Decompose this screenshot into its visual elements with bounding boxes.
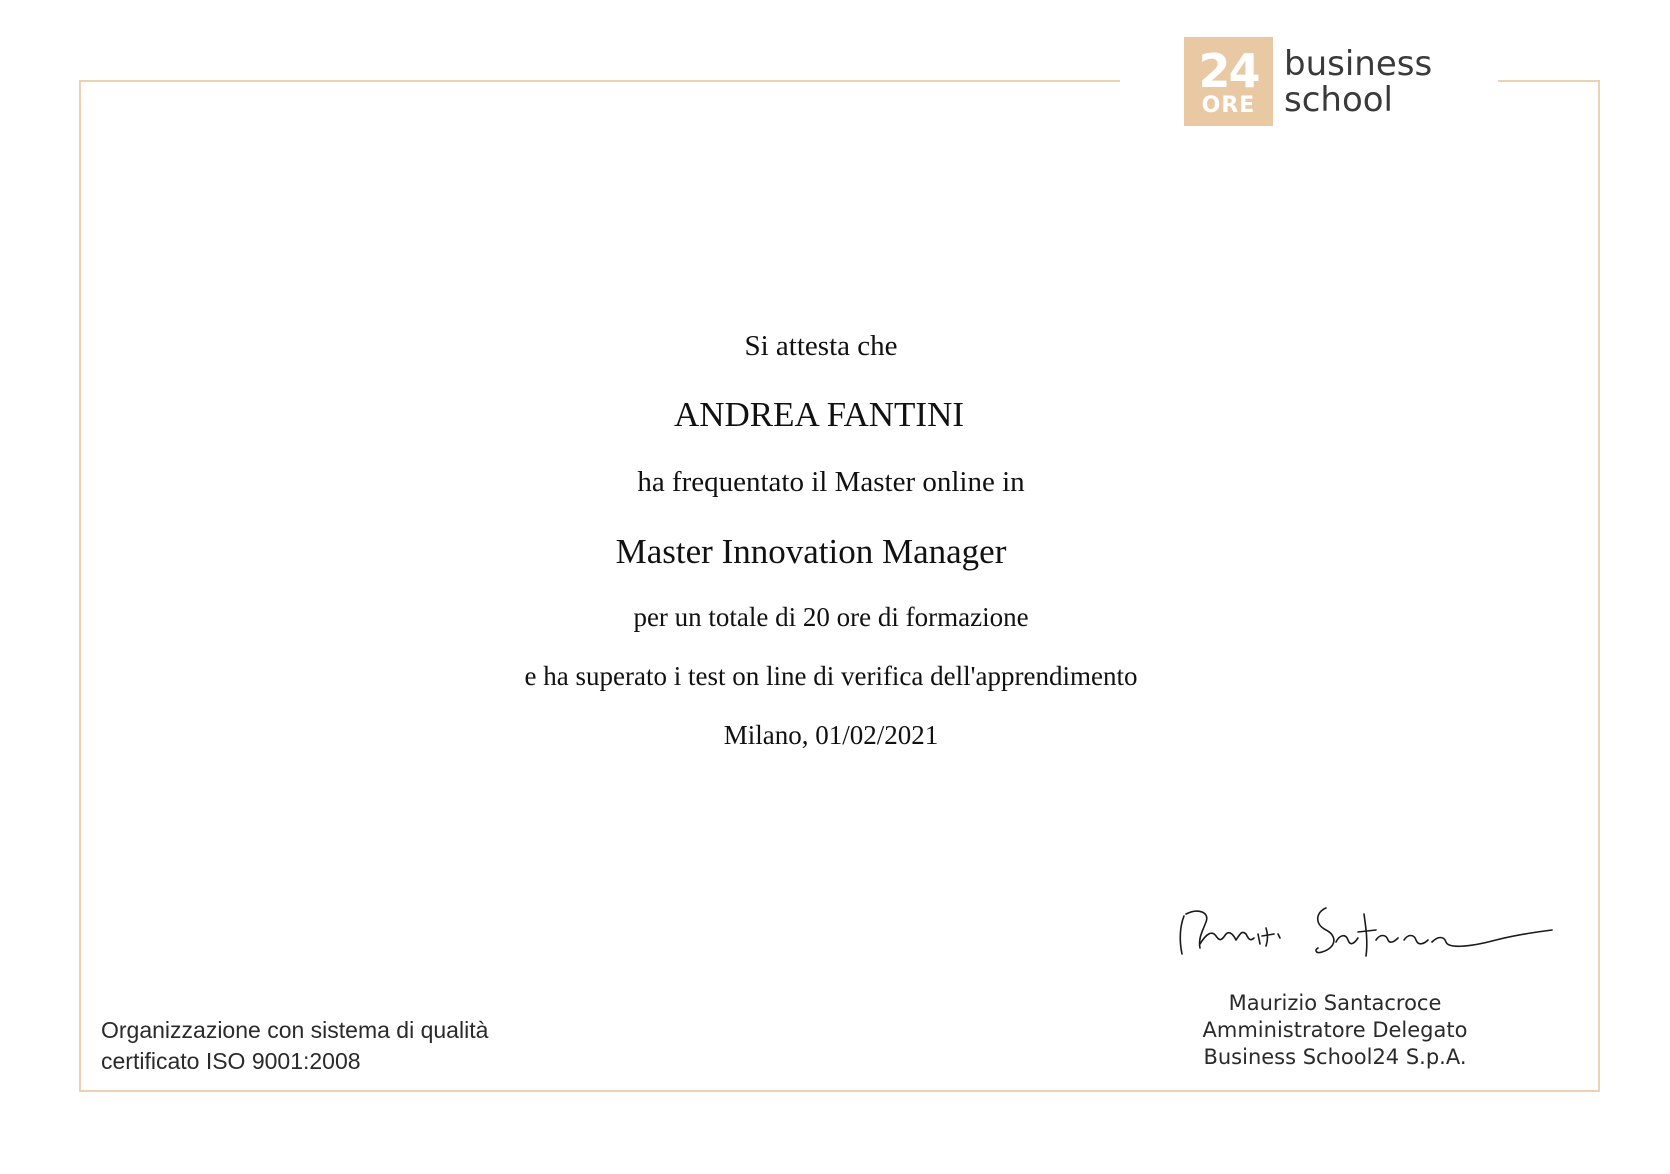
course-title: Master Innovation Manager bbox=[615, 532, 1007, 571]
test-statement: e ha superato i test on line di verifica dell'apprendimento bbox=[524, 661, 1138, 691]
logo-line-business: business bbox=[1284, 43, 1433, 84]
logo-line-school: school bbox=[1284, 79, 1394, 120]
logo-ore: ORE bbox=[1201, 93, 1256, 118]
quality-line-1: Organizzazione con sistema di qualità bbox=[101, 1017, 489, 1043]
logo-wordmark bbox=[1284, 43, 1433, 120]
quality-line-2: certificato ISO 9001:2008 bbox=[101, 1048, 361, 1074]
signer-name: Maurizio Santacroce bbox=[1228, 991, 1442, 1015]
handwritten-signature bbox=[1176, 904, 1556, 974]
total-hours: per un totale di 20 ore di formazione bbox=[633, 602, 1029, 632]
logo-number: 24 bbox=[1198, 44, 1259, 98]
signer-role: Amministratore Delegato bbox=[1202, 1018, 1468, 1042]
attendance-statement: ha frequentato il Master online in bbox=[637, 466, 1025, 498]
recipient-name: ANDREA FANTINI bbox=[673, 395, 965, 434]
logo-badge bbox=[1184, 37, 1273, 126]
signer-block bbox=[1170, 990, 1500, 1071]
signer-company: Business School24 S.p.A. bbox=[1203, 1045, 1467, 1069]
certificate-intro: Si attesta che bbox=[744, 330, 898, 362]
quality-certification bbox=[101, 1015, 488, 1077]
place-and-date: Milano, 01/02/2021 bbox=[723, 720, 939, 750]
business-school-logo bbox=[1184, 37, 1432, 126]
